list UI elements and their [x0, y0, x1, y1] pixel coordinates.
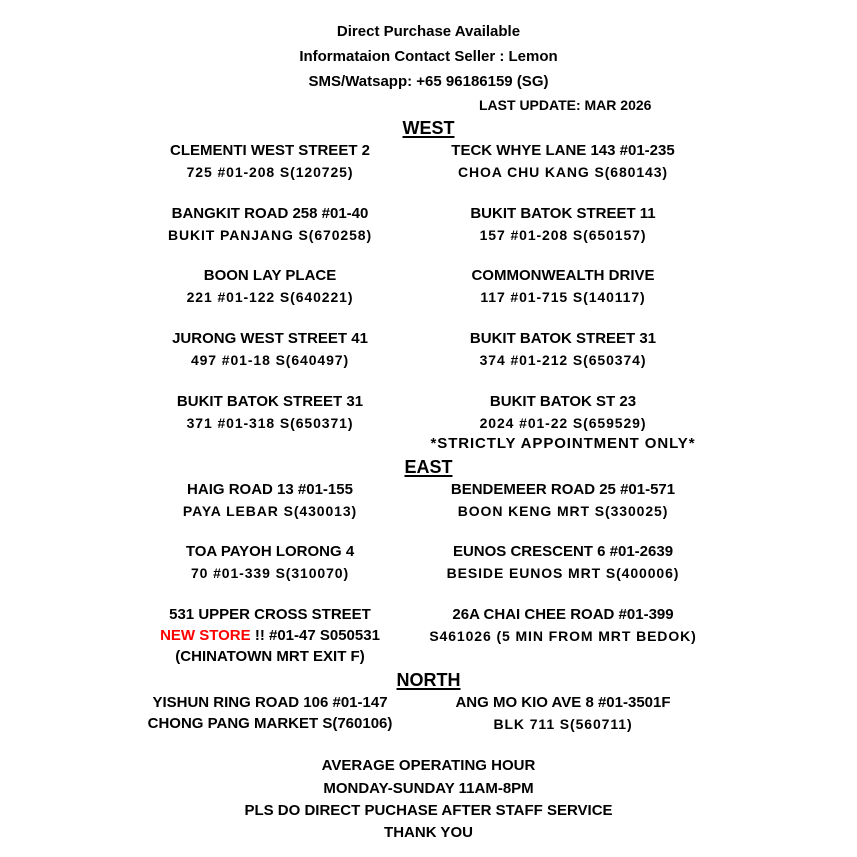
- store-bukit-batok-11-line1: BUKIT BATOK STREET 11: [470, 205, 656, 222]
- appointment-only-note: *STRICTLY APPOINTMENT ONLY*: [430, 435, 696, 452]
- store-yishun-line1: YISHUN RING ROAD 106 #01-147: [152, 694, 388, 711]
- footer-operating-hour-title: AVERAGE OPERATING HOUR: [321, 757, 536, 774]
- store-bangkit-line1: BANGKIT ROAD 258 #01-40: [171, 205, 369, 222]
- store-haig-road-line2: PAYA LEBAR S(430013): [182, 503, 358, 519]
- store-chai-chee-line2: S461026 (5 MIN FROM MRT BEDOK): [429, 628, 697, 644]
- store-yishun-line2: CHONG PANG MARKET S(760106): [147, 715, 393, 732]
- store-toa-payoh-line2: 70 #01-339 S(310070): [190, 565, 350, 581]
- store-clementi-line1: CLEMENTI WEST STREET 2: [169, 142, 370, 159]
- store-eunos-line1: EUNOS CRESCENT 6 #01-2639: [452, 543, 674, 560]
- section-title-north: NORTH: [396, 670, 461, 690]
- last-update: LAST UPDATE: MAR 2026: [479, 97, 652, 113]
- new-store-badge: NEW STORE: [160, 627, 251, 644]
- store-bukit-batok-31a-line2: 374 #01-212 S(650374): [479, 352, 647, 368]
- store-clementi-line2: 725 #01-208 S(120725): [186, 164, 354, 180]
- store-commonwealth-line2: 117 #01-715 S(140117): [480, 289, 646, 305]
- header-phone: SMS/Watsapp: +65 96186159 (SG): [308, 73, 549, 90]
- store-ang-mo-kio-line1: ANG MO KIO AVE 8 #01-3501F: [455, 694, 671, 711]
- store-ang-mo-kio-line2: BLK 711 S(560711): [493, 716, 633, 732]
- footer-operating-hours: MONDAY-SUNDAY 11AM-8PM: [323, 780, 534, 797]
- store-bukit-batok-31a-line1: BUKIT BATOK STREET 31: [469, 330, 657, 347]
- store-bukit-batok-23-line1: BUKIT BATOK ST 23: [489, 393, 637, 410]
- header-line-1: Direct Purchase Available: [336, 23, 521, 40]
- store-upper-cross-unit: !! #01-47 S050531: [250, 627, 380, 644]
- store-boon-lay-line2: 221 #01-122 S(640221): [186, 289, 354, 305]
- store-jurong-west-line1: JURONG WEST STREET 41: [172, 330, 368, 347]
- store-eunos-line2: BESIDE EUNOS MRT S(400006): [446, 565, 680, 581]
- store-teck-whye-line2: CHOA CHU KANG S(680143): [457, 164, 668, 180]
- store-chai-chee-line1: 26A CHAI CHEE ROAD #01-399: [452, 606, 674, 623]
- section-title-west: WEST: [402, 118, 455, 138]
- store-bendemeer-line2: BOON KENG MRT S(330025): [457, 503, 669, 519]
- section-title-east: EAST: [404, 457, 453, 477]
- store-upper-cross-line1: 531 UPPER CROSS STREET: [169, 606, 371, 623]
- store-upper-cross-line2: [120, 627, 420, 645]
- store-bukit-batok-23-line2: 2024 #01-22 S(659529): [479, 415, 647, 431]
- store-bukit-batok-31b-line2: 371 #01-318 S(650371): [186, 415, 354, 431]
- store-bangkit-line2: BUKIT PANJANG S(670258): [167, 227, 373, 243]
- store-haig-road-line1: HAIG ROAD 13 #01-155: [187, 481, 353, 498]
- store-upper-cross-line3: (CHINATOWN MRT EXIT F): [175, 648, 365, 665]
- footer-purchase-note: PLS DO DIRECT PUCHASE AFTER STAFF SERVICE: [244, 802, 613, 819]
- header-contact-seller: Informataion Contact Seller : Lemon: [299, 48, 558, 65]
- store-bukit-batok-31b-line1: BUKIT BATOK STREET 31: [176, 393, 364, 410]
- store-jurong-west-line2: 497 #01-18 S(640497): [190, 352, 350, 368]
- store-toa-payoh-line1: TOA PAYOH LORONG 4: [185, 543, 355, 560]
- footer-thank-you: THANK YOU: [384, 824, 473, 841]
- store-commonwealth-line1: COMMONWEALTH DRIVE: [471, 267, 655, 284]
- store-boon-lay-line1: BOON LAY PLACE: [203, 267, 337, 284]
- store-bukit-batok-11-line2: 157 #01-208 S(650157): [479, 227, 647, 243]
- store-bendemeer-line1: BENDEMEER ROAD 25 #01-571: [450, 481, 676, 498]
- store-teck-whye-line1: TECK WHYE LANE 143 #01-235: [451, 142, 675, 159]
